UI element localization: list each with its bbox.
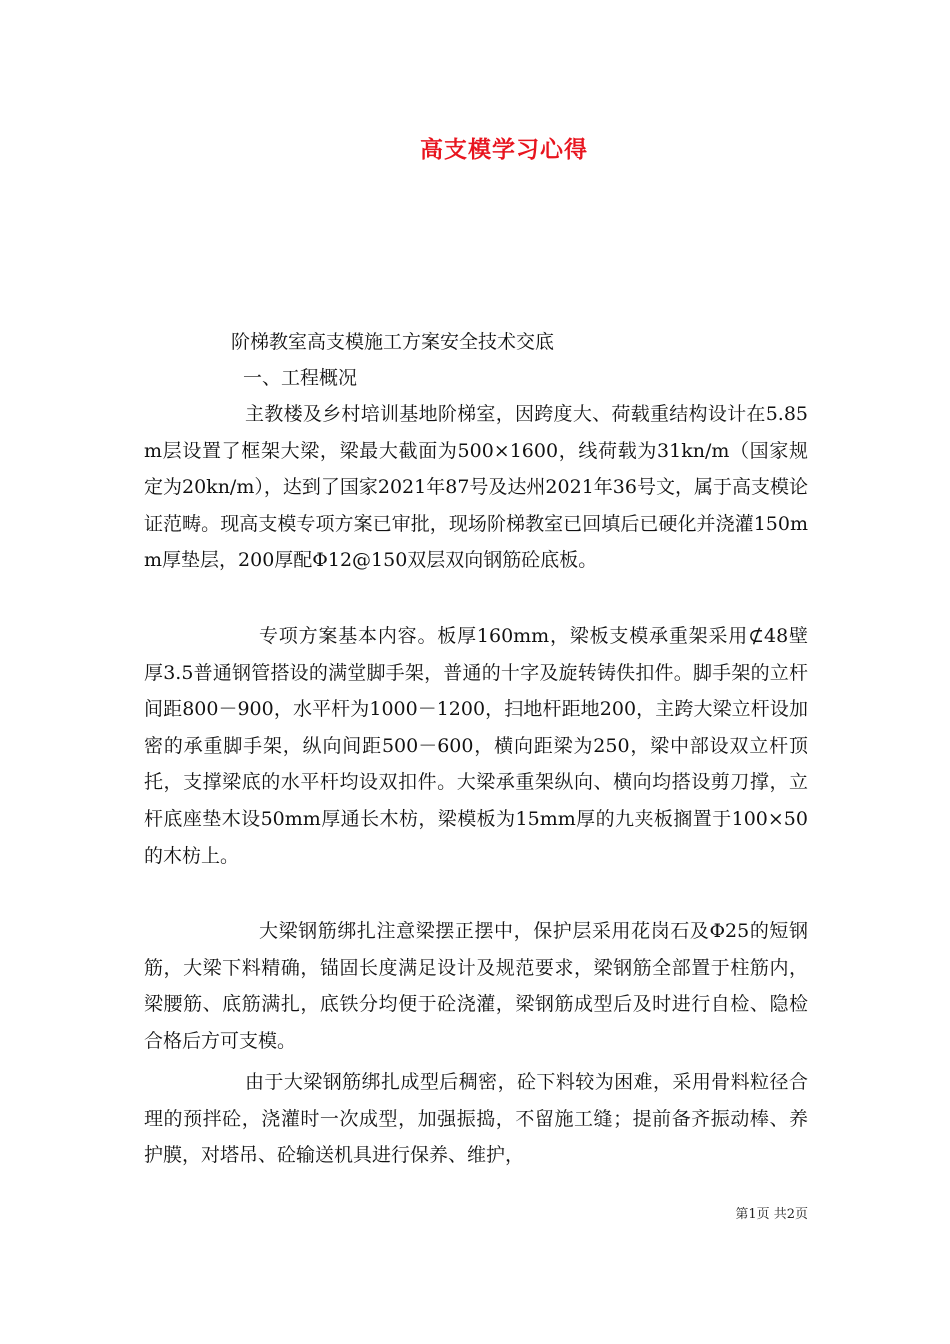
paragraph-2: 专项方案基本内容。板厚160mm，梁板支模承重架采用⊄48壁厚3.5普通钢管搭设的满堂脚手架，普通的十字及旋转铸佚扣件。脚手架的立杆间距800－900，水平杆为1000－1200，扫地杆距地200，主跨大梁立杆设加密的承重脚手架，纵向间距500－600，横向距梁为250，梁中部设双立杆顶托，支撑梁底的水平杆均设双扣件。大梁承重架纵向、横向均搭设剪刀撑，立杆底座垫木设50mm厚通长木枋，梁模板为15mm厚的九夹板搁置于100×50的木枋上。 bbox=[144, 625, 808, 867]
paragraph-1: 主教楼及乡村培训基地阶梯室，因跨度大、荷载重结构设计在5.85m层设置了框架大梁，梁最大截面为500×1600，线荷载为31kn/m（国家规定为20kn/m），达到了国家2021年87号及达州2021年36号文，属于高支模论证范畴。现高支模专项方案已审批，现场阶梯教室已回填后已硬化并浇灌150mm厚垫层，200厚配Φ12@150双层双向钢筋砼底板。 bbox=[144, 403, 808, 572]
document-subtitle: 阶梯教室高支模施工方案安全技术交底 bbox=[231, 331, 555, 353]
page-footer: 第1页 共2页 bbox=[735, 1207, 808, 1222]
paragraph-3: 大梁钢筋绑扎注意梁摆正摆中，保护层采用花岗石及Φ25的短钢筋，大梁下料精确，锚固长度满足设计及规范要求，梁钢筋全部置于柱筋内，梁腰筋、底筋满扎，底铁分均便于砼浇灌，梁钢筋成型后及时进行自检、隐检合格后方可支模。 bbox=[144, 920, 808, 1052]
document-title: 高支模学习心得 bbox=[420, 136, 588, 163]
paragraph-4: 由于大梁钢筋绑扎成型后稠密，砼下料较为困难，采用骨料粒径合理的预拌砼，浇灌时一次成型，加强振捣，不留施工缝；提前备齐振动棒、养护膜，对塔吊、砼输送机具进行保养、维护， bbox=[144, 1071, 808, 1167]
section-heading: 一、工程概况 bbox=[243, 367, 358, 389]
